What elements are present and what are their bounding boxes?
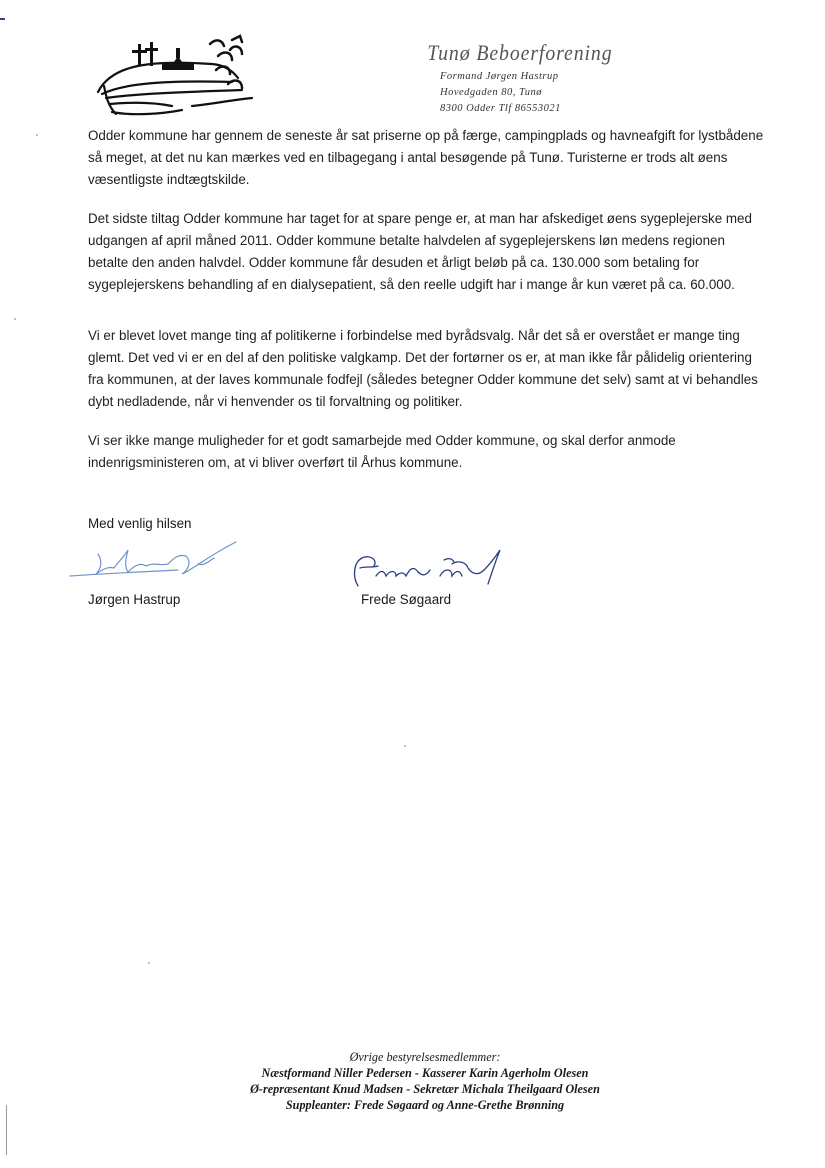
- address-line: Hovedgaden 80, Tunø: [440, 87, 542, 98]
- scan-speck: [404, 745, 406, 747]
- scan-speck: [14, 318, 16, 320]
- scan-speck: [148, 962, 150, 964]
- scan-speck: [36, 134, 38, 136]
- closing-salutation: Med venlig hilsen: [88, 516, 192, 531]
- footer-line-3: Suppleanter: Frede Søgaard og Anne-Grethe Brønning: [285, 1098, 565, 1112]
- scan-margin-line: [6, 1105, 7, 1155]
- scan-edge-mark: [0, 18, 5, 20]
- city-phone-line: 8300 Odder Tlf 86553021: [440, 103, 561, 114]
- signature-sogaard: [348, 546, 508, 596]
- chairman-line: Formand Jørgen Hastrup: [440, 71, 559, 82]
- footer-line-1: Næstformand Niller Pedersen - Kasserer Karin Agerholm Olesen: [261, 1066, 589, 1080]
- signature-hastrup: [68, 536, 243, 586]
- body-paragraph-4: Vi ser ikke mange muligheder for et godt samarbejde med Odder kommune, og skal derfor anmode indenrigsministeren om, at vi bliver overført til Århus kommune.: [88, 433, 676, 470]
- body-paragraph-3: Vi er blevet lovet mange ting af politikerne i forbindelse med byrådsvalg. Når det så er overstået er mange ting glemt. Det ved vi er en del af den politiske valgkamp. Det der fortørner os er, at man ikke får pålidelig orientering fra kommunen, at der laves kommunale fodfejl (således betegner Odder kommune det selv) samt at vi behandles dybt nedladende, når vi henvender os til forvaltning og politiker.: [88, 328, 758, 409]
- organization-name: Tunø Beboerforening: [427, 40, 613, 65]
- body-paragraph-1: Odder kommune har gennem de seneste år sat priserne op på færge, campingplads og havneafgift for lystbådene så meget, at det nu kan mærkes ved en tilbagegang i antal besøgende på Tunø. Turisterne er trods alt øens væsentligste indtægtskilde.: [88, 128, 764, 187]
- island-logo-icon: [92, 34, 270, 120]
- signatory-name-1: Jørgen Hastrup: [88, 592, 181, 607]
- body-paragraph-2: Det sidste tiltag Odder kommune har taget for at spare penge er, at man har afskediget øens sygeplejerske med udgangen af april måned 2011. Odder kommune betalte halvdelen af sygeplejerskens løn medens regionen betalte den anden halvdel. Odder kommune får desuden et årligt beløb på ca. 130.000 som betaling for sygeplejerskens behandling af en dialysepatient, så den reelle udgift har i mange år kun været på ca. 60.000.: [88, 211, 752, 292]
- footer-line-2: Ø-repræsentant Knud Madsen - Sekretær Michala Theilgaard Olesen: [250, 1082, 600, 1096]
- signatory-name-2: Frede Søgaard: [361, 592, 452, 607]
- footer-heading: Øvrige bestyrelsesmedlemmer:: [349, 1050, 501, 1064]
- footer-block: [180, 1049, 670, 1113]
